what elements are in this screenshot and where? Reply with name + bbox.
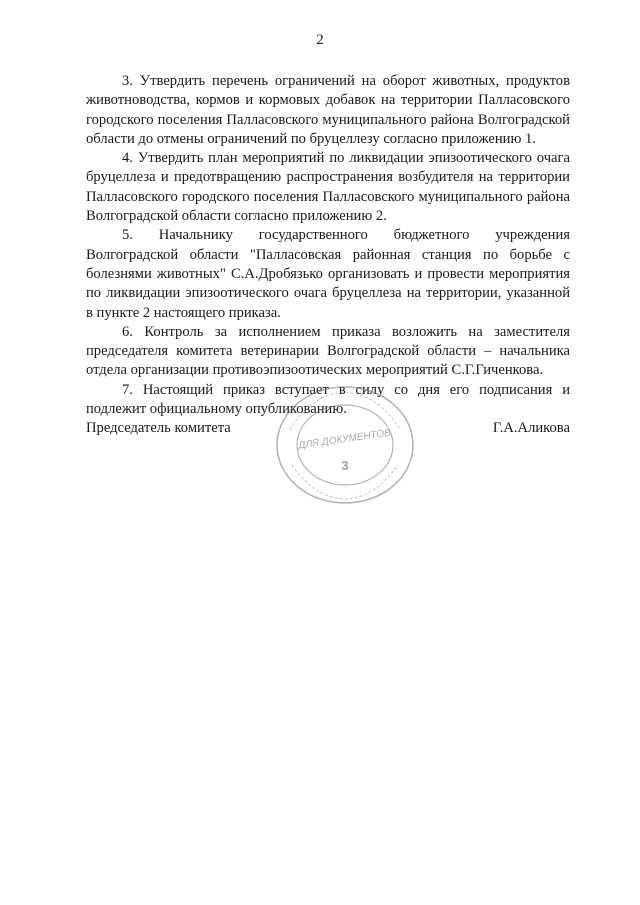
page-number: 2 bbox=[316, 32, 324, 48]
document-body bbox=[86, 72, 570, 419]
signer-title: Председатель комитета bbox=[86, 420, 231, 436]
paragraph-6: 6. Контроль за исполнением приказа возложить на заместителя председателя комитета ветеринарии Волгоградской области – начальника отдела организации противоэпизоотических мероприятий С.Г.Гиченкова. bbox=[86, 323, 570, 379]
paragraph-4: 4. Утвердить план мероприятий по ликвидации эпизоотического очага бруцеллеза и предотвращению распространения возбудителя на территории Палласовского городского поселения Палласовского муниципального района Волгоградской области согласно приложению 2. bbox=[86, 150, 570, 225]
stamp-number: 3 bbox=[341, 458, 349, 473]
office-stamp bbox=[270, 380, 420, 510]
signer-name: Г.А.Аликова bbox=[492, 420, 570, 436]
stamp-inner-text: ДЛЯ ДОКУМЕНТОВ bbox=[297, 427, 392, 452]
paragraph-3: 3. Утвердить перечень ограничений на оборот животных, продуктов животноводства, кормов и кормовых добавок на территории Палласовского городского поселения Палласовского муниципального района Волгоградской области до отмены ограничений по бруцеллезу согласно приложению 1. bbox=[86, 73, 570, 147]
paragraph-7: 7. Настоящий приказ вступает в силу со дня его подписания и подлежит официальному опубликованию. bbox=[86, 381, 570, 418]
paragraph-5: 5. Начальнику государственного бюджетного учреждения Волгоградской области "Палласовская районная станция по борьбе с болезнями животных" С.А.Дробязько организовать и провести мероприятия по ликвидации эпизоотического очага бруцеллеза на территории, указанной в пункте 2 настоящего приказа. bbox=[86, 227, 570, 321]
